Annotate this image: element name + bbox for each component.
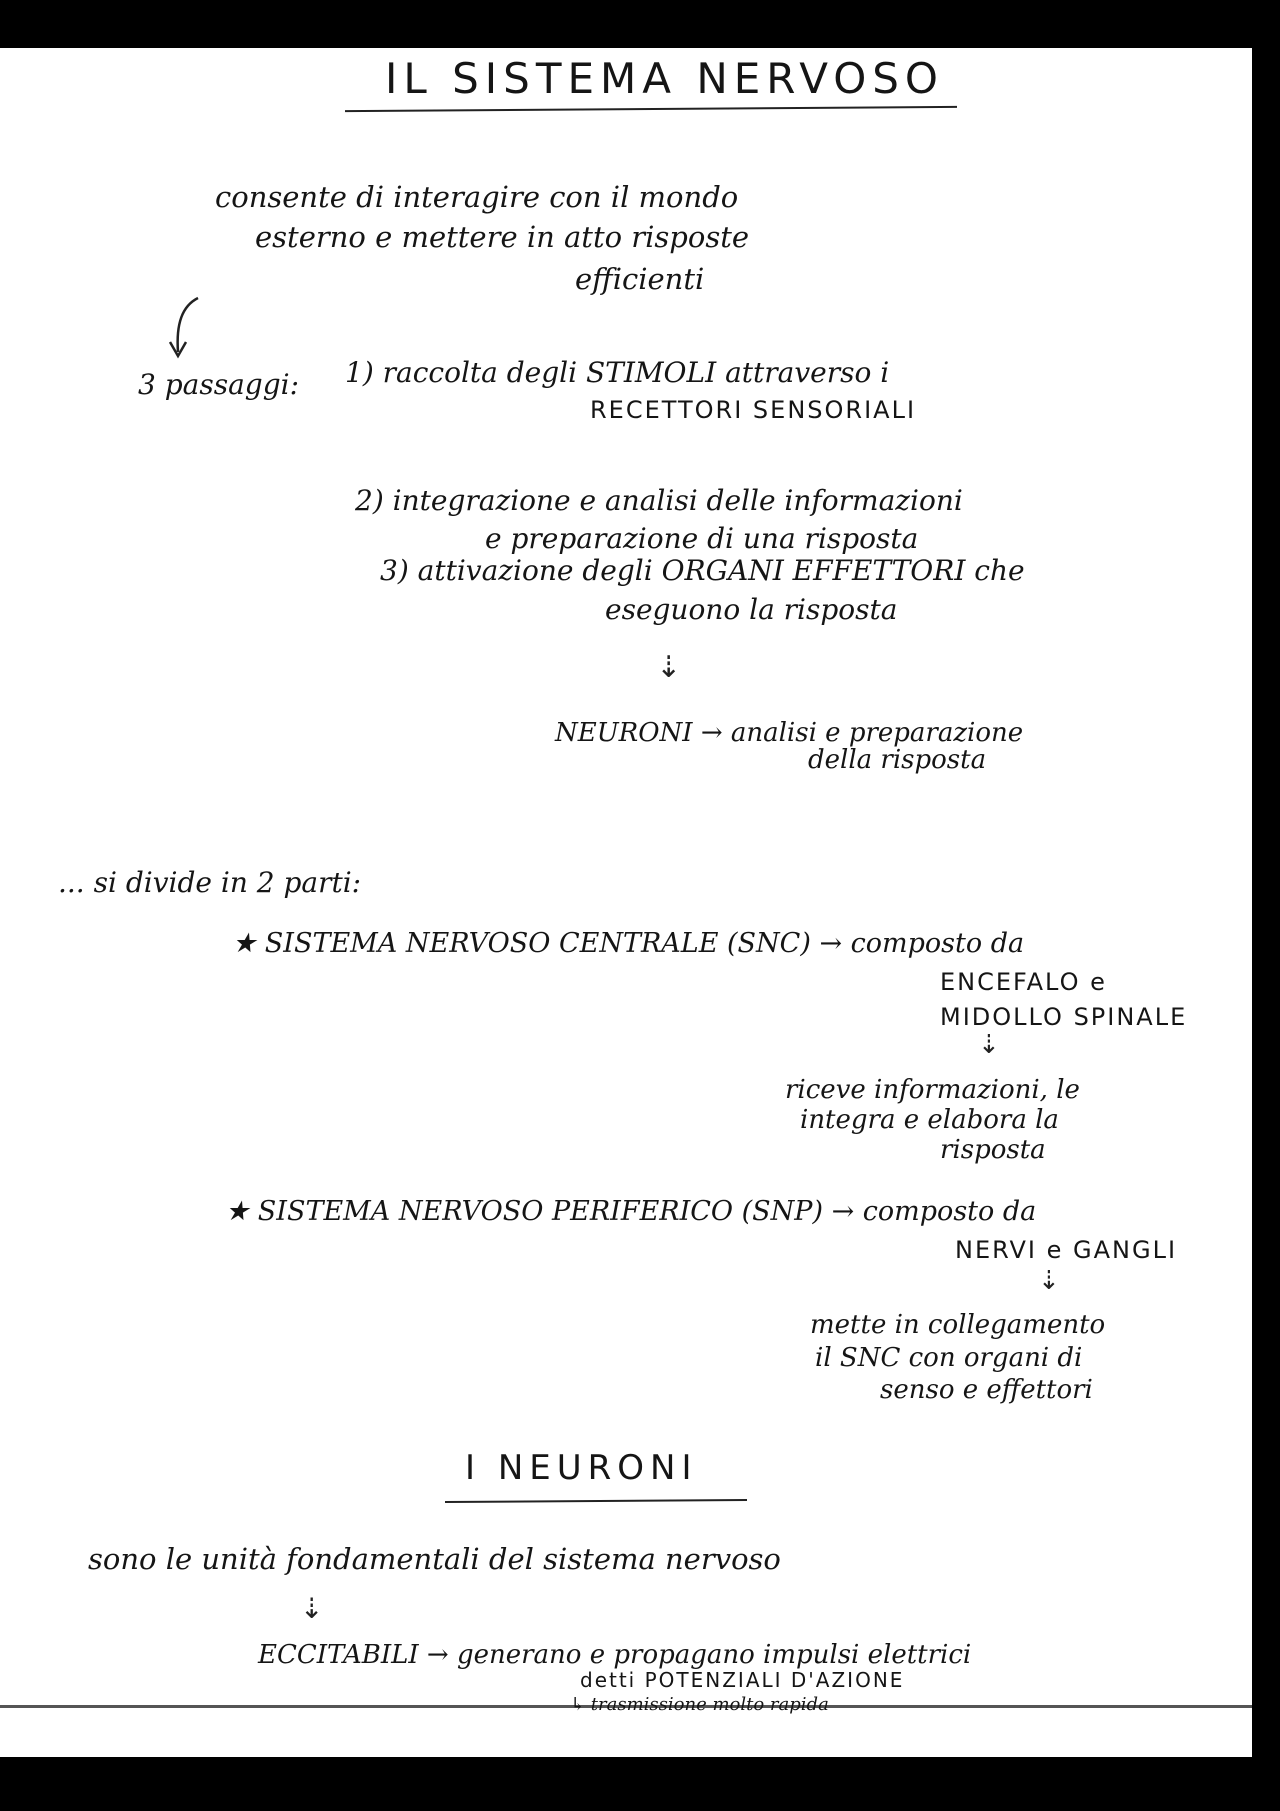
snc-component-2: MIDOLLO SPINALE [940, 1003, 1188, 1031]
section-title-neuroni: I NEURONI [465, 1448, 698, 1488]
step-2-line-2: e preparazione di una risposta [485, 522, 919, 555]
snc-description-1: riceve informazioni, le [785, 1075, 1080, 1105]
eccitabili-line-3: ↳ trasmissione molto rapida [570, 1694, 829, 1715]
squiggle-arrow-icon: ⇣ [300, 1592, 324, 1625]
squiggle-arrow-icon: ⇣ [1038, 1266, 1060, 1296]
squiggle-arrow-icon: ⇣ [978, 1030, 1000, 1060]
division-intro: ... si divide in 2 parti: [58, 866, 362, 899]
neuroni-summary-line-1: NEURONI → analisi e preparazione [555, 718, 1024, 748]
snp-heading: ★ SISTEMA NERVOSO PERIFERICO (SNP) → composto da [225, 1196, 1037, 1227]
neuroni-definition: sono le unità fondamentali del sistema nervoso [88, 1542, 781, 1576]
step-1-line-2: RECETTORI SENSORIALI [590, 396, 917, 424]
intro-line-2: esterno e mettere in atto risposte [255, 220, 750, 254]
eccitabili-line-1: ECCITABILI → generano e propagano impulsi elettrici [258, 1640, 972, 1670]
snp-description-1: mette in collegamento [810, 1310, 1106, 1340]
snc-description-2: integra e elabora la [800, 1105, 1059, 1135]
step-1-line-1: 1) raccolta degli STIMOLI attraverso i [345, 356, 890, 389]
page-title: IL SISTEMA NERVOSO [385, 54, 944, 103]
scan-border-right [1252, 48, 1280, 1811]
snp-description-3: senso e effettori [880, 1375, 1093, 1405]
snp-description-2: il SNC con organi di [815, 1343, 1083, 1373]
intro-line-3: efficienti [575, 262, 705, 296]
section-underline [445, 1499, 747, 1503]
eccitabili-line-2: detti POTENZIALI D'AZIONE [580, 1668, 905, 1692]
title-underline [345, 106, 957, 112]
squiggle-arrow-icon: ⇣ [656, 650, 682, 685]
step-3-line-2: eseguono la risposta [605, 593, 898, 626]
snc-component-1: ENCEFALO e [940, 968, 1107, 996]
curved-arrow-icon [160, 294, 210, 364]
steps-label: 3 passaggi: [138, 368, 299, 401]
neuroni-summary-line-2: della risposta [808, 745, 987, 775]
step-2-line-1: 2) integrazione e analisi delle informazioni [355, 484, 963, 517]
snp-component-1: NERVI e GANGLI [955, 1236, 1178, 1264]
scan-border-top [0, 0, 1280, 48]
intro-line-1: consente di interagire con il mondo [215, 180, 739, 214]
step-3-line-1: 3) attivazione degli ORGANI EFFETTORI che [380, 554, 1025, 587]
snc-heading: ★ SISTEMA NERVOSO CENTRALE (SNC) → composto da [232, 928, 1025, 959]
snc-description-3: risposta [940, 1135, 1046, 1165]
scan-border-bottom [0, 1757, 1280, 1811]
